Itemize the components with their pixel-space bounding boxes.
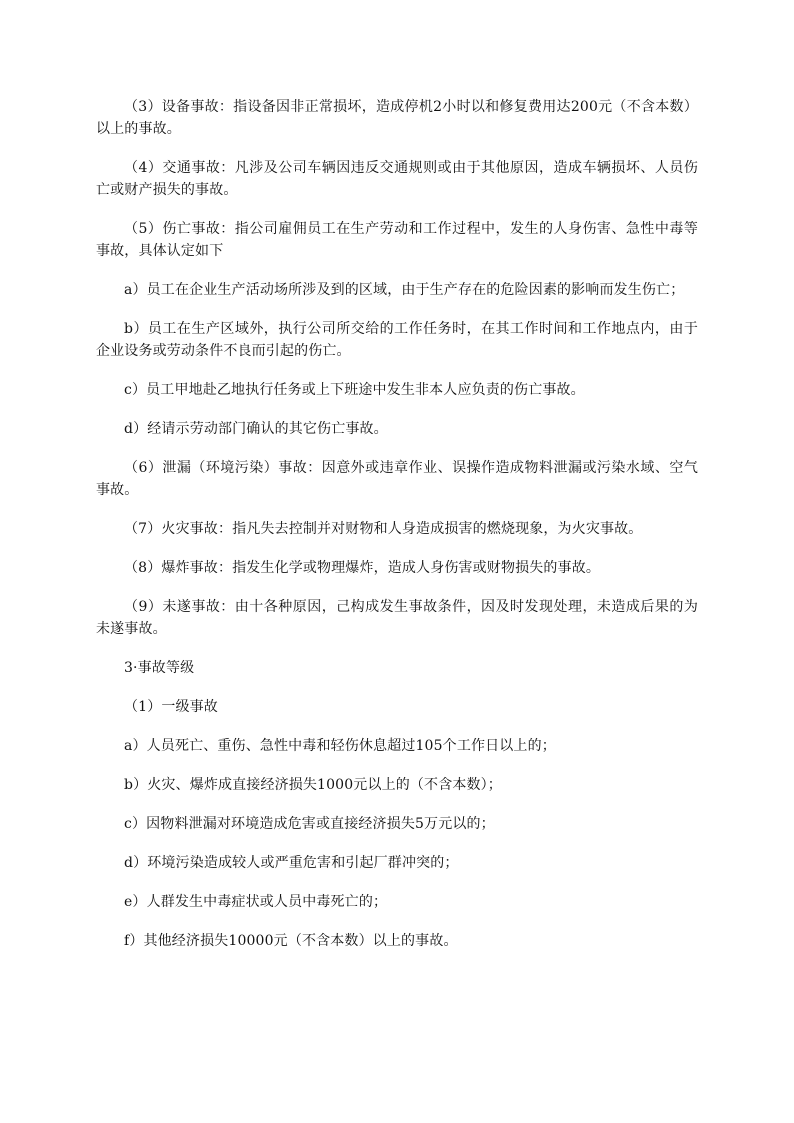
document-body [96, 96, 698, 969]
paragraph-casualty-item-a: a）员工在企业生产活动场所涉及到的区域，由于生产存在的危险因素的影响而发生伤亡； [124, 282, 685, 298]
paragraph-level-one-item-b: b）火灾、爆炸成直接经济损失1000元以上的（不含本数）； [124, 777, 502, 793]
subheading-level-one: （1）一级事故 [124, 699, 218, 715]
paragraph-fire-accident: （7）火灾事故：指凡失去控制并对财物和人身造成损害的燃烧现象，为火灾事故。 [124, 521, 643, 537]
paragraph-traffic-accident: （4）交通事故：凡涉及公司车辆因违反交通规则或由于其他原因，造成车辆损坏、人员伤亡或财产损失的事故。 [96, 160, 698, 198]
paragraph-casualty-item-c: c）员工甲地赴乙地执行任务或上下班途中发生非本人应负责的伤亡事故。 [124, 382, 585, 398]
paragraph-near-miss-accident: （9）未遂事故：由十各种原因，己构成发生事故条件，因及时发现处理，未造成后果的为未遂事故。 [96, 599, 698, 637]
paragraph-casualty-item-b: b）员工在生产区域外，执行公司所交给的工作任务时，在其工作时间和工作地点内，由于企业设务或劳动条件不良而引起的伤亡。 [96, 321, 698, 359]
paragraph-explosion-accident: （8）爆炸事故：指发生化学或物理爆炸，造成人身伤害或财物损失的事故。 [124, 560, 601, 576]
paragraph-casualty-item-d: d）经请示劳动部门确认的其它伤亡事故。 [124, 421, 388, 437]
paragraph-leak-accident: （6）泄漏（环境污染）事故：因意外或违章作业、误操作造成物料泄漏或污染水域、空气事故。 [96, 460, 698, 498]
paragraph-equipment-accident: （3）设备事故：指设备因非正常损坏，造成停机2小时以和修复费用达200元（不含本数）以上的事故。 [96, 99, 698, 137]
section-heading-accident-levels: 3·事故等级 [124, 660, 195, 676]
paragraph-level-one-item-d: d）环境污染造成较人或严重危害和引起厂群冲突的； [124, 855, 459, 871]
paragraph-level-one-item-a: a）人员死亡、重伤、急性中毒和轻伤休息超过105个工作日以上的； [124, 738, 556, 754]
paragraph-level-one-item-e: e）人群发生中毒症状或人员中毒死亡的； [124, 894, 388, 910]
paragraph-casualty-accident: （5）伤亡事故：指公司雇佣员工在生产劳动和工作过程中，发生的人身伤害、急性中毒等事故，具体认定如下 [96, 221, 698, 259]
paragraph-level-one-item-c: c）因物料泄漏对环境造成危害或直接经济损失5万元以的； [124, 816, 495, 832]
paragraph-level-one-item-f: f）其他经济损失10000元（不含本数）以上的事故。 [124, 933, 458, 949]
